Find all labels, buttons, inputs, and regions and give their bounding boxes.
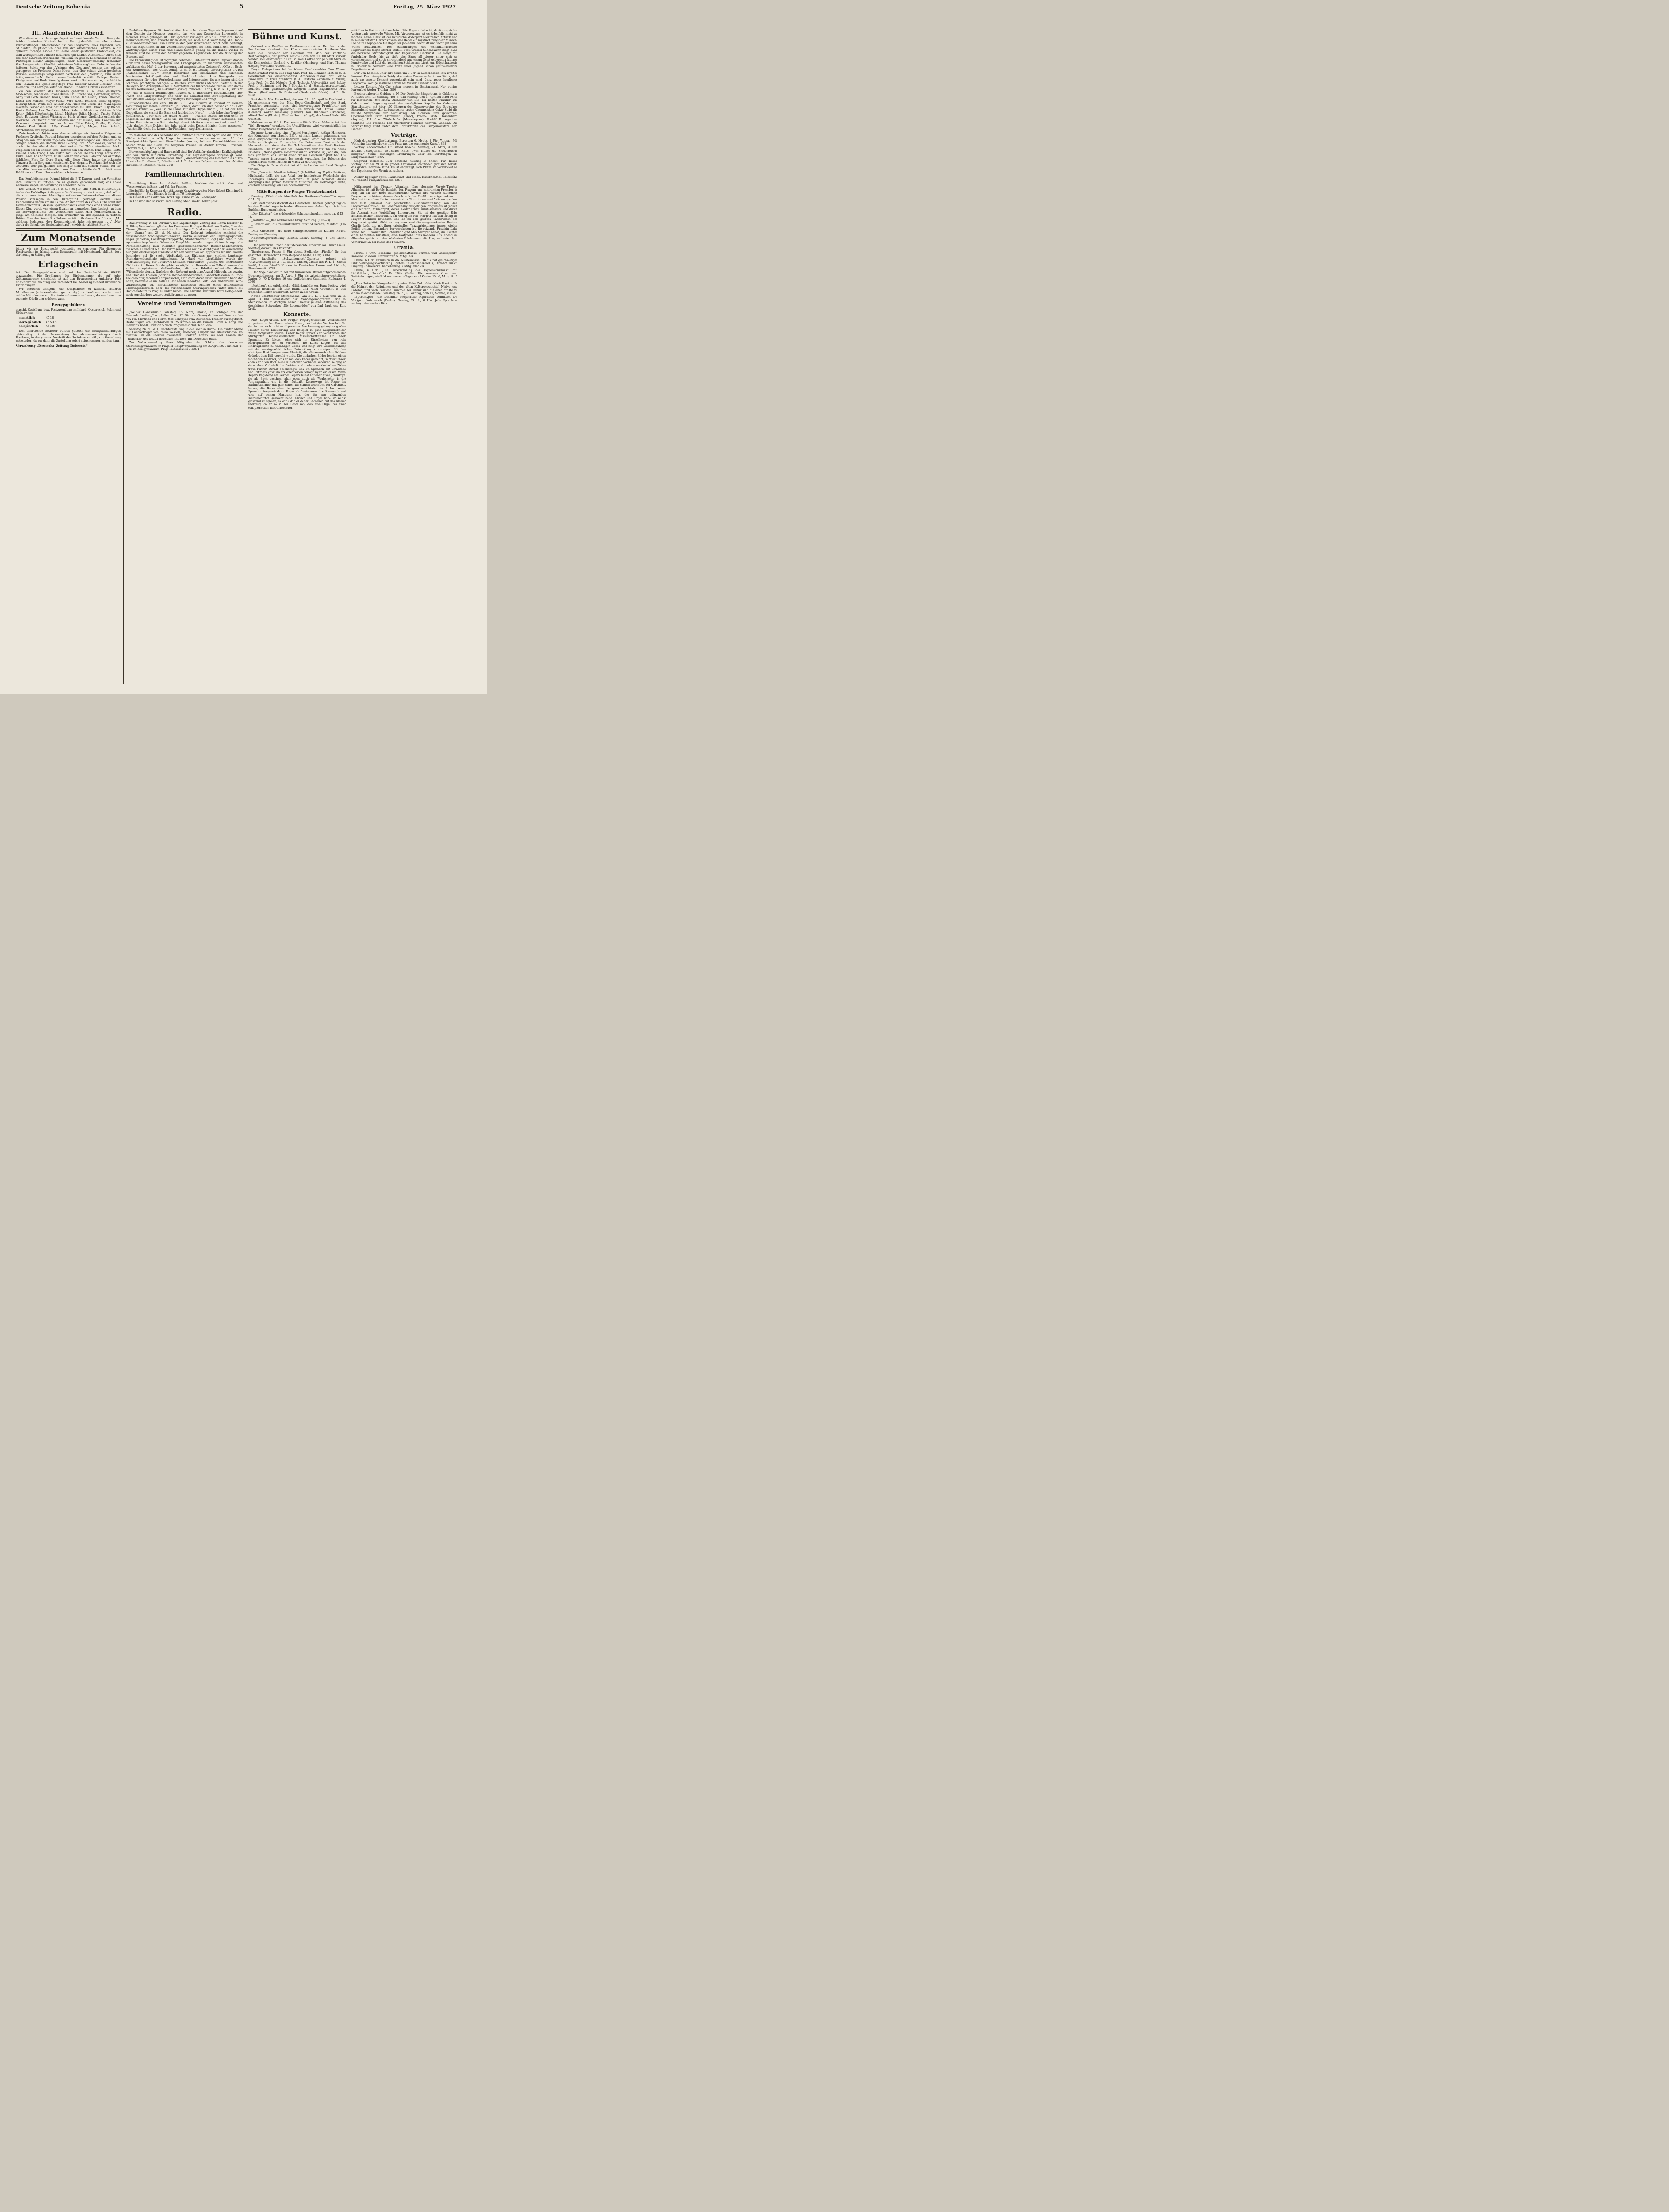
article-paragraph: Zwangar komponiert eine „Tunnel-Symphonie“. Arthur Honegger, der Komponist von „Pacific 231“, ist nach London gekommen, um diese Symphonie und das Oratorium „König David“ dort in der Albert-Halle zu dirigieren. Er machte die Reise vom Boot nach der Metropole auf einer der Pazifik-Lokomotiven der North-Eastern-Eisenbahn. Die Fahrt auf der Lokomotive war für ihn ein neues Erlebnis. „Meine größte Ueberraschung“, erklärte er, „war die, daß man gar nicht das Gefühl einer großen Geschwindigkeit hat. Die Tunnels waren interessant. Ich werde versuchen, das Erlebnis des Durchfahrens eines Tunnels in Musik zu übertragen.“ <box>248 131 346 164</box>
notice-paragraph: Der Verlust. Wir lesen im „B. B.-C.“: Es gibt eine Stadt in Mitteleuropa, in der der Fußballsport die ganze Bevölkerung so stark erregt, daß selbst die dort noch immer lebendigen nationalen Leidenschaften von dieser Passion sozusagen in den Hintergrund „gedrängt“ werden. Zwei Fußballklubs ringen um die Palme. An der Spitze des einen Klubs steht der Kommerzienrat K., dessen Sportfanatismus kaum noch eine Grenze kennt. Dieser Klub wurde von einem Rivalen an demselben Tage besiegt, an dem die Schwiegermutter des Vorsitzenden starb. Herr Kommerzienrat K. ginge am nächsten Morgen, den Trauerflor um den Zylinder, in tiefsten Brüten über den Korso. Ein Bekannter tritt teilnahmsvoll auf ihn zu: „Mit größtem Bedauern, Herr Kommerzienrat, habe ich gelesen . . .“ „Nur durch die Schuld des Schiedsrichters!“, erwiderte erbittert Herr K. <box>16 188 121 227</box>
fee-label: monatlich <box>19 316 35 320</box>
article-paragraph: Mißmargret im Theater Alhambra. Das elegante Varieté-Theater Alhambra ist mit Erfolg bemüht, den Pragern und zahlreichen Fremden in Prag ein auf der Höhe internationaler Revuen und Variétés stehendes Programm zu bieten, dessen Geschmack des Publikums entgegenkommt. Man hat hier schon die interessantesten Tänzerinnen und Artisten gesehen und muß jedesmal der geschickten Zusammenstellung von den Programmen zollen. Die Ueberraschung des jetzigen Programms ist jedoch eine Tänzerin, Mißmargret, deren Lieder Tänze Kunst-Kunststil und durch ihr Ausmaß eine Verblüffung hervorrufen. Sie ist der geistige Erbe amerikanischer Tänzerinnen. Im Uebrigen: Miß Margret hat den Erfolg im Prager Publikum bewiesen, daß sie zu den größten Tänzerinnen der Gegenwart gehört. Nicht zu vergessen sind die ausgezeichneten Partner Charlie Lofe, die mit ihren originellen Tanzdarbietungen immer wieder Beifall ernten. Besonders hervorzuheben ist die reizende Fräulein Lida, sowie der Humorist Bar. Schließlich gibt Miß Margret selbst, die Tochter eines bekannten Künstlers, eine Kostprobe ihres Könnens. Ein Abend im Alhambra gehört zu den schönsten Erlebnissen, die Prag zu bieten hat. Vorverkauf an der Kasse des Theaters. <box>351 185 457 244</box>
lecture-notice: Vortrag Abgeordneter Dr. Alfred Rosche: Montag, 28. März, 8 Uhr abends, „Spiegelsaal, Deutsches Haus: „Was müßte die Steuerreform bringen?“ Meine bisherigen Erfahrungen über die Beratungen im Budgetausschuß“. 5892 <box>351 146 457 159</box>
theatre-notice: „Miß Chocolate“, die neue Schlageroperette im Kleinen Hause, Freitag und Samstag. <box>248 230 346 236</box>
notice-paragraph: Nervenerschöpfung und Haarausfall sind die Vorläufer gänzlicher Kahlköpfigkeit, der nur durch künstliche Ernährung der Kopfhautpapille vorgebeugt wird. Verlangen Sie sofort kostenlos das Buch: „Wiederbelebung des Haarwuchses durch künstliche Ernährung“, Miteile und 1 Probe des Präparates von der Arletta-Industrie in Tetschen Nr. 5a. 2549 <box>126 150 243 167</box>
advert-paragraph: Atelier Eppinger-Spirk. Raumkunst und Mode. Karolinenthal, Palackého 75. Neueste Frühjahrsmodelle. 5887 <box>351 176 457 182</box>
article-paragraph: Die Entwicklung der Lithographie behandelt, unterstützt durch Reproduktionen alter und neuer Steingravüren und Lithographien, in mehreren interessanten Aufsätzen das Heft 2 der hervorragend ausgestatteten Zeitschrift „Offset-, Buch- und Werbekunst“. Der Offset-Verlag, G. m. b. H., Leipzig, Gerbergstraße 57. Ein „Kalenderschau 1927“ bringt Bildproben aus Almanachen und Kalendern bestimmter Schriftgießereien und Buchdruckereien. Eine Fundgrube von Anregungen für jeden Werbefachmann und Interessenten bis wie immer sind die schönen, prächtigen Beilagen. — Reiches, vorbildliches Material bietet auch der Beilagen- und Anzeigenteil des 1. Märzheftes des führenden deutschen Fachblattes für das Werbewesen „Die Reklame“ (Verlag Francken u. Lang, G. m. b. H., Berlin W 50), das in seinem reichhaltigen Textteil u. a. instruktive Betrachtungen über „Wort- und Bildgestaltung“ und über die anzustrebende Zweckgestaltung der Induktriellen Anzeige (mit schlagkräftigen Bildbeispielen) bringt. <box>126 59 243 101</box>
fee-value: Kč 53.50 <box>45 320 58 324</box>
theatre-notice: Die fabelhafte „Schwalbennest“-Operette gelangt als Volksvorstellung am 27. d., halb 3 Uhr, zugunsten des D. R. B. Karten 5—18, Logen 35—76 Kronen im Deutschen Hause und Liebsch, Fleischmarkt. 5718 <box>248 257 346 270</box>
advert-paragraph: bei. Die Bezugsgebühren sind auf das Postscheckkonto 69.833 einzuzahlen. Die Erwähnung der Bindernummer, die auf jeder Zeitungsadresse ersichtlich ist auf den Erlagscheinen (mittlerer Teil) erleichtert die Buchung und verhindert bei Namensgleichheit irrtümliche Eintragungen. <box>16 271 121 287</box>
subsection-headline-lectures: Vorträge. <box>391 132 418 138</box>
article-paragraph: mittelbar in Partitur wiederschrieb. Wie Reger spielen ist, darüber gab der Vortragende wertvolle Winke. Mit Virtuosentum ist es jedenfalls nicht zu machen, seine Kunst ist der natürliche Widerpart aller reinen Artistik und in seinen tiefsten Herzensinnern war Reger ein mystisch religiöser Mensch. Die beste Propaganda für Reger sei jedenfalls: recht oft und recht gut seine Werke aufzuführen. Den Ausführungen des wohlunterrichteten Regerkenners folgte starker Beifall. Frau Gromer-Schönemann zeigt dann die herrliche Stimmfähigkeit der Regerschen Liedkunst. Sie steigt mit funkelnder Seele bis zu tiefe des Sinns all dieser unter sich so verschiedenen und doch unverbindend aus einem Geist geborenen kleinen Kunstwerke und hebt die heimlichen Schätze ans Licht. Am Flügel hatte sie in Friederike Schwarz eine trotz ihrer Jugend schon geistverwandte Begleiterin. a. st. <box>351 29 457 72</box>
lecture-notice: Klub deutscher Künstlerinnen, Bergstein 6. Heute, 8 Uhr, Vortrag. Ml. Wolschina-Labodinskowa: „Die Frau und die kommende Kunst“. 838 <box>351 139 457 146</box>
urania-notice: „Eine Reise ins Morgenland“, großer Reise-Kulturfilm. Nach Persien! In die Heimat der Religionen und der alten Kulturgeschichte! Ninive und Babylon, und nach Persien! Trümmer der Kultur sind die alten Städte zu einem Märchenlande! Samstag, 26. d., 3, Sonntag, halb 11, Montag, 8 Uhr. <box>351 282 457 296</box>
running-header <box>16 3 456 11</box>
advert-paragraph: Wir ersuchen dringend, die Erlagscheine zu keinerlei anderen Mitteilungen (Adressenänderungen u. dgl.) zu benützen, sondern und solche Mitteilungen mit Postkarte zukommen zu lassen, da nur dann eine prompte Erledigung erfolgen kann. <box>16 288 121 301</box>
urania-notice: Heute, 8 Uhr: „Die Ueberwindung des Expressionismus“, mit Lichtbildern, Univ.-Prof. Dr. Utitz (Halle). Die neuesten Kunst- und Zeitströmungen, ein Bild von unserer Gegenwart! Karten 10—6, Mitgl. 8—5 K. <box>351 269 457 282</box>
theatre-notice: Der Beethoven-Festschrift des Deutschen Theaters gelangt täglich bei den Vorstellungen in beiden Häusern zum Verkaufe; auch in den Buchhandlungen zu haben. <box>248 202 346 212</box>
lecture-notice: Siegfried Trebitsch: „Der deutsche Aufstieg B. Shaws. Für diesen Vortrag, der am 29. d. im großen Uraniasaal stattfindet, gibt sich bereits das größte Interesse kund. Es ist angezeigt, sich Platze im Vorverkauf an der Tageskassa der Urania zu sichern. <box>351 159 457 173</box>
subsection-headline-urania: Urania. <box>394 244 415 250</box>
theatre-notice: „Tartuffe“ — „Der zerbrochene Krug“ Samstag. (115—3). <box>251 219 331 223</box>
page-number: 5 <box>239 3 244 10</box>
urania-notice: „Sportsnypen“ die bekannte Körperliche Figuration vermittelt Dr. Wolfgang Kohlrausch (Berlin), Montag, 28. d., 8 Uhr. Jede Sportform verlangt eine andere Kör- <box>351 296 457 306</box>
column-4 <box>351 29 457 684</box>
concert-notice: Letztes Konzert Ada Carl schon morgen im Smetanasaal. Nur wenige Karten bei Wesler, Truhlar. 5893 <box>351 85 457 92</box>
article-paragraph: Die „Deutsche Musiker-Zeitung“ (Schriftleitung Teplitz-Schönau, Mühlstraße 1/II), die aus Anlaß der hundertsten Wiederkehr des Todestages Ludwig van Beethovens in jeder Nummer dieses Jahrganges den großen Meister in Aufsätzen und Nekrologen ehrte, erschien neuerdings als Beethoven-Nummer. <box>248 171 346 188</box>
advert-paragraph: bitten wir, das Bezugsrecht rechtzeitig zu erneuern. Für diejenigen Postbezieher im Inland, deren Bezugsrecht mit Monatsende abläuft, liegt der heutigen Zeitung ein <box>16 247 121 257</box>
theatre-notice: Neues Stadttheater Steinschönau. Am 31. d., 8 Uhr, und am 3. April, 3 Uhr, veranstaltet der Männergesangverein 1853 in Steinschönau im dortigen neuen Theater je eine Aufführung des dreiaktigen Schwankes „Die Logenbrüder“ von Karl Lauß und Kurt Kraß. <box>248 294 346 311</box>
fee-value: Kč 18.— <box>45 316 58 320</box>
theatre-notice: „Fledermaus“, die neueinstudierte Strauß-Operette, Montag. (116—4). <box>248 223 346 229</box>
family-notice: In Einsiedl der Kaufmann Herr Hugo Kunze im 56. Lebensjahr. <box>129 196 217 200</box>
theatre-notice: Sonntag „Fidelio“ als Abschluß der Beethoven-Festaufführungen. (114—2). <box>248 195 346 202</box>
theatre-notice: „Postilion“, die erfolgreiche Militärkomödie von Hans Kottow, wird Sonntag nochmals mit Leo Brand und Mizzi Größlicht in den tragenden Rollen wiederholt. Karten in der Urania. <box>248 284 346 294</box>
fee-row <box>17 325 61 328</box>
section-headline-events: Vereine und Veranstaltungen <box>126 298 243 309</box>
event-notice: Samstag 26. d., 5/11, Nachtvorstellung in der Kleinen Bühne. Ein bunter Abend mit Gastvorträgen von Paula Wessely, Hörbiger, Knüpfer und Kleinschmann. Im zweiten Teil ein überaus amüsanter Einakter. Karten bei allen Kassen der Theaterkarl des Neuen deutschen Theaters und Deutsches Haus. <box>126 327 243 341</box>
issue-date: Freitag, 25. März 1927 <box>393 4 456 10</box>
fee-label: vierteljährlich <box>19 320 41 324</box>
advert-subheadline: Erlagschein <box>38 258 99 269</box>
urania-notice: Heute, 6 Uhr: „Moderne gesellschaftliche Formen und Geselligkeit“, Karoline Schönau. Einzelkarten 5, Mitgl. 4 K. <box>351 251 457 258</box>
fee-row <box>17 321 61 324</box>
subsection-headline-theatre: Mitteilungen der Prager Theaterkanzlei. <box>257 189 338 194</box>
theatre-notice: Theaterriege. Prasse 8 Uhr abend Stellprobe „Fidelio“ für den gesamten Herrenchor. Orchesterprobe heute, 1 Uhr, 3 Uhr. <box>248 250 346 257</box>
notice-paragraph: Volkskleider sind das Schönste und Praktischeste für den Sport und die Straße. (Siehe Artikel von Willy Unger in unserer Sonntagsnummer vom 13. ds.) Handgestrickte Sport- und Strandkleider, Jumper, Pullover, Kinderkleidchen, aus bester Wolle und Seide, zu billigsten Preisen im Atelier Hvonne, Smichow, Zborovska 4, 2. Stock. 5878 <box>126 134 243 150</box>
column-1 <box>16 29 121 684</box>
event-notice: Zur Vollversammlung ihrer Mitglieder der Schüler des deutschen Staatsrealgymnasiums in Prag III. Hauptversammlung am 3. April 1927 um halb 11 Uhr, im Realgymnasium, Prag III, Zborovská 7. 5891 <box>126 341 243 351</box>
subsection-headline-concerts: Konzerte. <box>283 311 311 318</box>
article-paragraph: Radiovortrag in der „Urania“. Der angekündigte Vortrag des Herrn Direktor K. R. Biber, Vorstandsmitgliedes der Deutschen Funkgesellschaft aus Berlin, über das Thema „Störungsquellen und ihre Beseitigung“, fand vor gut besuchtem Saale in der „Urania“ am 23. d. M. statt. Der Referent behandelte zunächst die verschiedenen Störungsmöglichkeiten, welche außerhalb der Empfangsapparate liegen (Motoren, Hochfrequenzapparate, Straßenbahnen u. dgl.) und dann in den Apparaten begründete Störungen. Empfohlen wurden gegen Motorstörungen die Parallelschaltung zum Kollektor größtdimensionierter Becher-Kondensatoren zwischen 10 und 60 Mf. Der Vortragende wies auf die Wichtigkeit der Verwendung nur ganz erstklassiger Einzelteile für den Selbstbau von Apparaten hin und machte besonders auf die große Wichtigkeit des Einbaues nur wirklich konstanter Hochohmwiderstände aufmerksam. An Hand von Lichtbildern wurde der Fabrikationsgang der „Dralowid-Konstant-Widerstände“ gezeigt, der interessante Einblicke in dieses Sondergebiet ermöglichte. Besonders auffallend waren die vielen komplizierten Meßmethoden, die zur Fabrikationskontrolle dieser Widerstände dienen. Nachdem der Referent noch eine Anzahl Mikrophotos gezeigt und über die Themen „Variable Hochohmwiderstände, Sonderdetektoren in Frage Gleichrichter, federnde Lampensockel, Transformatoren usw.“ ausführlich berichtet hatte, beendete er um halb 11 Uhr seinen lebhaften Beifall des Auditoriums seine Ausführungen. Die anschließende Diskussion brachte einen interessanten Meinungsaustausch über die verschiedenen Störungsquellen unter denen die Radioamateure in Prag zu leiden haben, und einzelne Amateure hatte Gelegenheit, noch verschiedene weitere Aufklärungen zu geben. <box>126 222 243 296</box>
concert-notice: Der Don-Kosaken-Chor gibt heute um 8 Uhr im Luzernasaale sein zweites Konzert. Der triumphale Erfolg des ersten Konzertes hatte zur Folge, daß auch das zweite Konzert ausverkauft sein wird. Ganz neues herrliches Programm. Wenige restliche Karten bei Wesler, Truhlar. 5893 <box>351 72 457 85</box>
fee-row <box>17 316 61 319</box>
divider <box>16 228 121 229</box>
article-paragraph: Zu den Visionen des Diogenes gehörten u. a. eine gelungene Modeschau, bei der die Damen Braun, Dr. Hirsch-Spak, Herzheiser, Hrubh, Anny und Lotte Kerber, Kraus, Suße Leche, Ina Lusch, Frieda Mauber, Liesel und Malisch, Meyer-Funke, Vera Roedl, Rückert, Imme Springer, Hedwig Stern, Weiß, Ilse Wiener, Ada Finke mit Grazie die Mannequins machten; ferner ein Tanz der Studentinnen mit den Damen Lilly Biehal, Herta Gefsner, Lea Gombrich, Mizzi Kalmus, Marianne Kristian, Hilde Kotny, Edith Klöpfenstein, Liesel Meißner, Edith Menzel, Traute Pojski, Gusti Reukauer, Liesel Wiesmayer, Edith Wiener, Großlicht; endlich der feierliche Schlußeinzug der Minerva und der Musen, zum Gaudium der Zuschauer dargestellt von den Damen Hilde Feisar, Czeike, Eypftein, Valerie Kral, Hüttig, Lilly Keindl, Lippich, Meyer, Liesl Schick, Starkenstein und Tippmann. <box>16 89 121 132</box>
column-2 <box>126 29 243 684</box>
section-headline-stage: Bühne und Kunst. <box>248 29 346 43</box>
fees-table <box>16 315 62 329</box>
article-paragraph: Die Geigerin Erna Morini hat sich in London mit Lord Douglas verlobt. <box>248 164 346 171</box>
article-paragraph: Max Reger-Abend. Die Prager Regergesellschaft veranstaltete vorgestern in der Urania einen Abend, der bei der Werbearbeit für den immer noch nicht zu allgemeiner Anerkennung gelangten großen Meister durch Erläuterung und Beispiel in ganz ausgezeichneter Weise fortgesetzt wurde. Ueber Reger sprach der Vorsitzende der Stuttgarter Reger-Gesellschaft, Musikschriftsteller Dr. Adolf Spemann. Er bietet, ohne sich in Einzelheiten von rein biographischer Art zu verlieren, die Kunst Regers auf das eindringlichste zu unzähliger Seiten und zeigt ihre Zusammenhang mit der musikgeschichtlichen Entwicklung aufzuzeigen. Mit den wichtigen Beziehungen einer Klarheit, die allzumenschlichen Fehlern Gründet dem Bild gerecht wurde. Die einfachen Bilder lehrten einen mächtigen Eindruck, was er sah, daß Reger gemahnt, in Wirklichkeit eben der alten Bach seine künstlichen Vorbilder bedeutet, so ging er denn ohne Vorbehalt die Meister und andern musikalischen Zielen treue Führer. Darauf beschäftigte sich Dr. Spemann mit Straußens und Pfitzners ganz anders orientierten Schöpfungen einlässen. Wenn Regers Begabung ein Kenner Regers Kunst hat aber einen Januskopf, sie als Bach gesehen, aber eben auch als Wegbereiter in die Vergangenheit wie in die Zukunft. Keineswegs ist Reger im Bachnachahmer, das geht schon aus seinem Gebrauch der Chromatik hervor, die Reger eine die grundverschieden im Aufbau seien. Spemann besprach dann Reger als Verfeinerer der Harmonik und wies auf seinen Klangsinn hin, der ihn zum glänzenden Instrumentator gemacht habe. Klavier und Orgel habe er selbst glänzend zu spielen, so ohne daß er daher Gedanken auf das Klavier übertrug, da er so in der Hand saß, daß eine Orgel bei einer schöpferischen Instrumentation. <box>248 319 346 410</box>
notice-paragraph: Das Konfektionshaus Dehmel bittet die P. T. Damen, auch am Vormittag ihre Einkäufe zu tätigen, da es gestern gezwungen war, das Lokal zeitweise wegen Ueberfüllung zu schließen. 5226 <box>16 177 121 188</box>
fee-label: halbjährlich <box>19 324 38 328</box>
urania-notice: Heute, 6 Uhr: Exkursion in die Musterwerke. (Radio mit gleichzeitiger Bildübertragungs-Vorführung. System Telefunken-Karolus). Abfahrt punkt: Eingang Radiowerke. Regiebeitrag 3, Mitglieder 2 K. <box>351 258 457 269</box>
article-paragraph: Humoristisches. Aus dem „Illustr. Bl.“: „Wie, Eduard, du kommst an meinem Geburtstag mit leeren Händen?“ „Ja, Schatz, damit ich dich besser an das Herz drücken kann!“ — „Wer ist die Dame mit dem Doppelkinn?“ „Die hat gar kein Doppelkinn, die ordnet ihr Haar und kleidet ihre Nase.“ — „Ich habe eine Tragödie geschrieben.“ „Wer sind die ersten Witze!“ — „Warum setzen Sie sich denn so ängstlich auf die Bank?“ „Weil Sie, ich muß im Frühling immer aufpassen, daß meine Frau mir keinen Hut unterlegt, damit ich ihr einen neuen kaufen muß.“ — „Ich glaube, Herr Doktor, ich habe nicht beim Konzert hinter Ihnen gesessen.“ „Warten Sie doch, Sie kennen Ihr Pfeifchen,“ sagt Kellermann. <box>126 101 243 131</box>
theatre-notice: Nachmittagsvorstellung „Garten Eden“. Sonntag, 3 Uhr, Kleine Bühne. <box>248 236 346 243</box>
article-paragraph: Molnars neues Stück. Das neueste Stück Franz Molnars hat den Titel „Bronzeur“ erhalten. Die Uraufführung wird voraussichtlich im Wiener Burgtheater stattfinden. <box>248 121 346 131</box>
column-rule <box>123 29 124 684</box>
family-notice: Vermählung. Herr Ing. Gabriel Müller, Direktor des städt. Gas- und Wasserwerkes in Saaz, und Frl. Ida Franke. <box>126 182 243 189</box>
section-headline-family: Familiennachrichten. <box>126 169 243 180</box>
concert-notice: Beethovenfeier in Gablonz a. N. Der Deutsche Sängerbund in Gablonz a. N. rüstet sich für Sonntag, den 3. und Montag, den 4. April zu einer Feier für Beethoven. Mit einem Orchester von 115 der besten Musiker aus Gablonz und Umgebung sowie der vorzüglichen Kapelle des Gablonzer Stadttheaters, mit über 400 Sängern der Gesangvereine des Deutschen Sängerbund unter der Leitung seines ersten Chormeisters Oskar Seibt die neunte Symphonie zur Aufführung. Als Solisten sind gewonnen: Opernsängerin Fritz Klarmüller (Tenor), Praline Grete Hassenberg (Sopran), Frl. Gisa Wiederhofer (Mezzosopran), Rudolf Baumgartner (Bariton). Die Festrede hält Oberlehrer Heinrich Schwan, Gablonz. Die Veranstaltung steht unter dem Protektorate des Bürgermeisters Karl Fischer. <box>351 92 457 131</box>
section-headline-radio: Radio. <box>126 205 243 220</box>
article-paragraph: Gerhard von Keußler — Beethovenpreisträger. Bei der in der Preußischen Akademie der Künste veranstalteten Beethovenfeier teilte der Präsident der Akademie mit, daß der staatliche Beethovenpreis, der jährlich auf die Höhe von 10.000 Mark verteilt werden soll, erstmalig für 1927 in zwei Hälften von je 5000 Mark an die Komponisten Gerhard v. Keußler (Hamburg) und Kurt Thomas (Leipzig) verliehen worden ist. <box>248 45 346 68</box>
newspaper-page <box>0 0 487 694</box>
theatre-notice: „Der Diktator“, die erfolgreiche Schauspielneuheit, morgen. (113—1). <box>248 212 346 219</box>
masthead-name: Deutsche Zeitung Bohemia <box>16 4 90 10</box>
event-notice: „Weißer Handschuh.“ Samstag, 26. März, Urania, 12 Schläger aus der Herrenklubreihe „Trumpf über Trumpf“. Die drei Gesangsbuben mit Tanz werden von Frl. Martinek und Herrn Max Schöpper vom Deutschen Theater durchgeführt. Bestellungen von Tischkarten zu 25 Kronen an die Firmen: Stöhr & Lang und Hermann Roedl, Pořitsch 5 Nach Programmschluß Tanz. 2557 <box>126 311 243 327</box>
fees-intro: einschl. Zustellung bzw. Postzusendung im Inland, Oesterreich, Polen und Südslawien: <box>16 308 121 315</box>
family-notice: In Karlsbad der Gastwirt Herr Ludwig Steidl im 46. Lebensjahr. <box>129 200 218 203</box>
advert-headline: Zum Monatsende <box>16 230 121 246</box>
theatre-notice: „Der Vogelhändler“ in der mit fürmischem Beifall aufgenommenen Neueinstudierung, am 3. April, 3 Uhr als Arbeitnehmervorstellung. Karten 5—70 K Graben 26 und Leihbücherei Cassinelli, Hußgasse 4. 2980 <box>248 271 346 284</box>
publisher-signature: Verwaltung „Deutsche Zeitung Bohemia“. <box>16 343 89 348</box>
article-paragraph: Was diese schon als eingebürgert zu bezeichnende Veranstaltung der beiden deutschen Hochschulen in Prag jedenfalls von allen andern Veranstaltungen unterscheidet, ist das Programm: alles Eigenbau, von Studenten, hauptsächlich aber von den akademischen Lehrern selbst geliefert, richtige Kinder der Laune, einer geistvollen Fröhlichkeit, die dem würdigernsten Anlasse besonders gut kleidet. Auch heuer durfte sich das sehr zahlreich erschienene Publikum im großen Lucernasaal an einem Platzregen lokaler Anspielungen, einer Ueberschwemmung fröhlicher Verulkungen, einer Sündflut geistreicher Witze ergötzen. Dolmetscher des heiteren Spiels von den „Visionen des Diogenes“ gelang das keinem geringeren als Professor Oskar Kraus, den über seinen vielen gelehrten Werken keineswegs vergessenen Verfasser der „Meyer's“, zum Autor hatte, waren die Mitglieder unserer Landesbühne Attila Hörbiger, Herbert Königsmark und Paula Wessely, denen noch in Solovorträgen, geschickt in den Rahmen des Spiels eingefügt, Frau Direktor Kramer-Glöckner, Theo Hermann, und der Spielleiter des Abends Friedrich Hölzlin assistierten. <box>16 37 121 89</box>
theatre-notice: „Der pünktliche Croß“, der interessante Einakter von Oskar Kraus, Sonntag, darauf „Das Postamt“. <box>248 243 346 250</box>
article-paragraph: Drahtlose Hypnose. Die Sendestation Boston hat dieser Tage ein Experiment auf dem Gebiete der Hypnose gemacht, das, wie aus Zuschriften hervorgeht, in manchen Fällen gelungen ist. Der Sprecher verlangte, daß die Hörer ihre Hände ineinanderfalten, und erklärte ihnen dann, sie seien nicht mehr fähig, die Hände auseinanderzunehmen. Ein Hörer in der pennsylvanischen Stadt York bestätigt, daß das Experiment an ihm vollkommen gelungen sei; nicht einmal den vereinten Anstrengungen seiner Frau und seines Sohnes gelang es, die Hände wieder zu trennen. Erst bei durch den Sender gegebene Gegenbefehl hob die Wirkung der Hypnose auf. <box>126 29 243 58</box>
fees-heading: Bezugsgebühren <box>51 302 85 307</box>
divider <box>126 132 243 133</box>
advert-paragraph: Den eintretende Bezieher werden gebeten die Bezugsanmeldungen gleichzeitig mit der Ueberweisung des Abonnementbetrages durch Postkarte, in der genaue Anschrift des Beziehers enthält, der Verwaltung mitzuteilen, da nur dann die Zustellung sofort aufgenommen werden kann. <box>16 330 121 343</box>
article-paragraph: Prager Delegationen bei der Wiener Beethovenfeier. Zum Wiener Beethovenfest reisen aus Prag Univ.-Prof. Dr. Heinrich Rietsch (f. d. Gesellschaft der Wissenschaften), Akademiedirektor Prof. Romeo Finke und Dr. Erich Steinhard (f. d. Deutsche Akademie f. Musik), Univ.-Prof. Dr. Zd. Nejedly (f. d. Tschech. Universität) und Rektor Prof. J. Hoffmann und Dr. J. Krupka (f. d. Staatskonservatorium). Referate beim gleichzeitigen Kongreß haben angemeldet: Prof. Rietsch (Beethoven), Dr. Steinhard (Biedermeier-Musik) und Dr. Dr. Nettl. <box>248 68 346 98</box>
article-paragraph: Fest des 5. Max Reger-Fest, das vom 26.—30. April in Frankfurt a. M. gemeinsam von der Max Reger-Gesellschaft und der Stadt Frankfurt veranstaltet wird, sind hervorragende Frankfurter und auswärtige Solisten gewonnen. Es wirken mit: Emmi Leisner (Gesang), Walter Gieseking (Klavier), Paul Hindemith (Bratsche), Alfred Hoehn (Klavier), Günther Ramin (Orgel), das Amar-Hindemith-Quartett. <box>248 98 346 121</box>
family-notice: Sterbefälle. In Komotau der städtische Kanzleiverwalter Herr Robert Klein im 61. Lebensjahr. — Frau Elisabeth Seidl im 76. Lebensjahr. <box>126 189 243 196</box>
fee-value: Kč 106.— <box>45 324 59 328</box>
article-paragraph: Zwischendurch hörte man ebenso witzige wie boshafte Epigramme Professor Kreibichs, Pat und Patachon erschienen auf dem Podium, und zu Strophen von Prof. Kraus zogen die Akademiker singend ein. Akademische Sänger, nämlich die Barden unter Leitung Prof. Nowakowskis, waren es auch, die den Abend durch drei weihevolle Chöre einleiteten. Nicht vergessen sei ein antiker Tanz, getanzt von den Damen Erna Bergel, Lotte Freund, Grete Frang, Hilde Feifar, Toni Greber, Helene König, Käthe Pick, Erika Pazer, Loli Schwarz, Hilde Steiner, mit einem Solotanz der anmutig-lieblichen Frau Dr. Dora Bach. Alle diese Tänze hatte die bekannte Tänzerin Senta Bergmann einstudiert. Das elegante Publikum ließ sich alle Gebotene sehr gut gefallen und kargte nicht mit seinem Beifall, der für alle Mitwirkenden wohlverdient war. Der anschließende Tanz hielt dann Publikum und Darsteller noch lange beisammen. <box>16 132 121 175</box>
article-headline: III. Akademischer Abend. <box>32 30 105 36</box>
column-3 <box>248 29 346 684</box>
